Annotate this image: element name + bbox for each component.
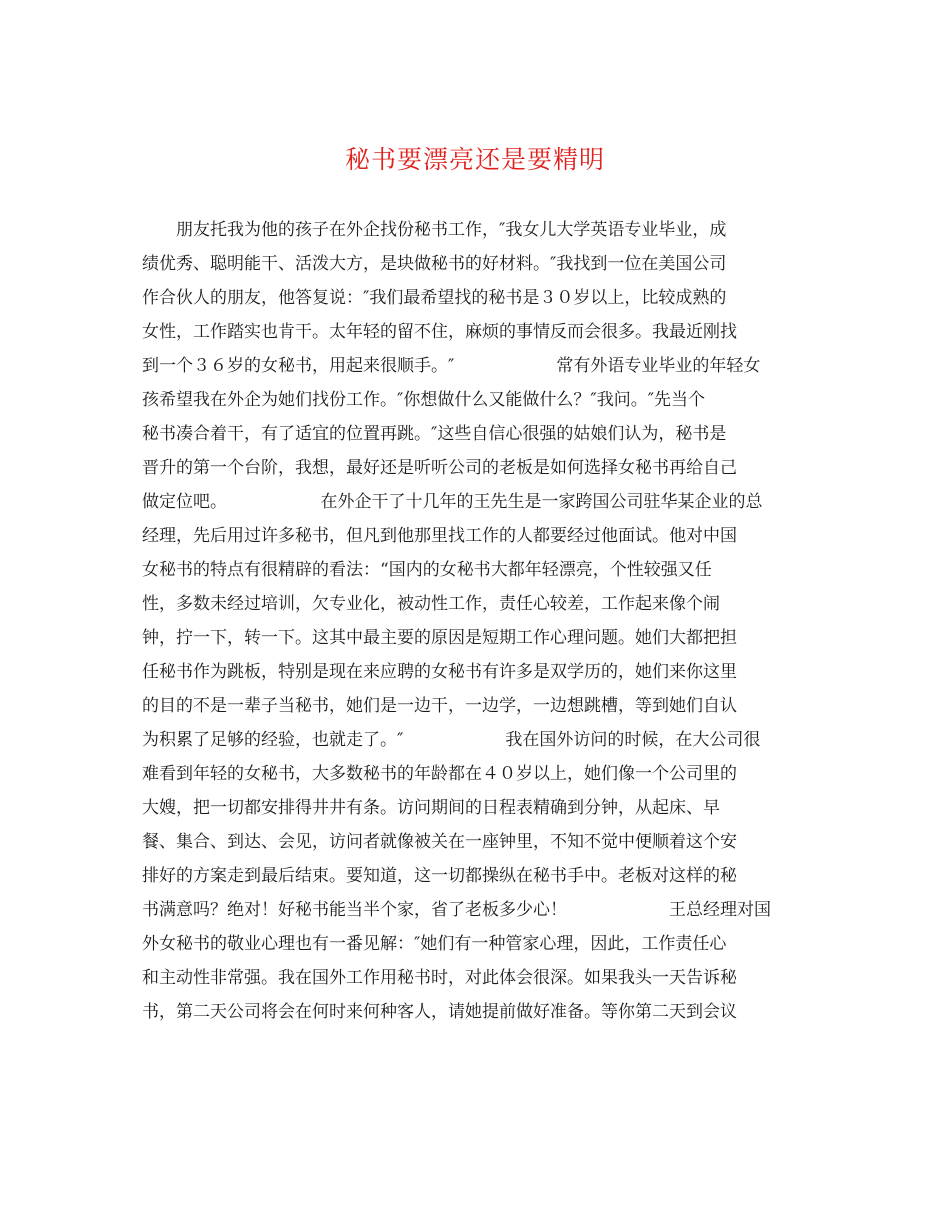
document-body — [142, 213, 812, 1029]
body-line: 经理，先后用过许多秘书，但凡到他那里找工作的人都要经过他面试。他对中国 — [142, 526, 737, 546]
body-line: 为积累了足够的经验，也就走了。″ 我在国外访问的时候，在大公司很 — [142, 730, 761, 750]
body-line: 做定位吧。 在外企干了十几年的王先生是一家跨国公司驻华某企业的总 — [142, 492, 763, 512]
body-line: 钟，拧一下，转一下。这其中最主要的原因是短期工作心理问题。她们大都把担 — [142, 628, 737, 648]
body-line: 和主动性非常强。我在国外工作用秘书时，对此体会很深。如果我头一天告诉秘 — [142, 968, 737, 988]
body-line: 性，多数未经过培训，欠专业化，被动性工作，责任心较差，工作起来像个闹 — [142, 594, 720, 614]
body-line: 绩优秀、聪明能干、活泼大方，是块做秘书的好材料。″我找到一位在美国公司 — [142, 254, 727, 274]
body-line: 的目的不是一辈子当秘书，她们是一边干，一边学，一边想跳槽，等到她们自认 — [142, 696, 737, 716]
body-line: 餐、集合、到达、会见，访问者就像被关在一座钟里，不知不觉中便顺着这个安 — [142, 832, 737, 852]
body-line: 女性，工作踏实也肯干。太年轻的留不住，麻烦的事情反而会很多。我最近刚找 — [142, 322, 737, 342]
body-line: 大嫂，把一切都安排得井井有条。访问期间的日程表精确到分钟，从起床、早 — [142, 798, 720, 818]
body-line: 书满意吗？绝对！好秘书能当半个家，省了老板多少心！ 王总经理对国 — [142, 900, 771, 920]
body-line: 孩希望我在外企为她们找份工作。″你想做什么又能做什么？″我问。″先当个 — [142, 390, 706, 410]
body-line: 朋友托我为他的孩子在外企找份秘书工作，″我女儿大学英语专业毕业，成 — [142, 220, 727, 240]
body-line: 难看到年轻的女秘书，大多数秘书的年龄都在４０岁以上，她们像一个公司里的 — [142, 764, 737, 784]
body-line: 书，第二天公司将会在何时来何种客人，请她提前做好准备。等你第二天到会议 — [142, 1002, 737, 1022]
body-line: 女秘书的特点有很精辟的看法：“国内的女秘书大都年轻漂亮，个性较强又任 — [142, 560, 712, 580]
body-line: 排好的方案走到最后结束。要知道，这一切都操纵在秘书手中。老板对这样的秘 — [142, 866, 737, 886]
body-line: 晋升的第一个台阶，我想，最好还是听听公司的老板是如何选择女秘书再给自己 — [142, 458, 737, 478]
body-line: 秘书凑合着干，有了适宜的位置再跳。″这些自信心很强的姑娘们认为，秘书是 — [142, 424, 727, 444]
body-line: 到一个３６岁的女秘书，用起来很顺手。″ 常有外语专业毕业的年轻女 — [142, 356, 761, 376]
body-line: 外女秘书的敬业心理也有一番见解：″她们有一种管家心理，因此，工作责任心 — [142, 934, 727, 954]
document-title: 秘书要漂亮还是要精明 — [344, 145, 605, 174]
body-line: 任秘书作为跳板，特别是现在来应聘的女秘书有许多是双学历的，她们来你这里 — [142, 662, 737, 682]
body-line: 作合伙人的朋友，他答复说：″我们最希望找的秘书是３０岁以上，比较成熟的 — [142, 288, 727, 308]
